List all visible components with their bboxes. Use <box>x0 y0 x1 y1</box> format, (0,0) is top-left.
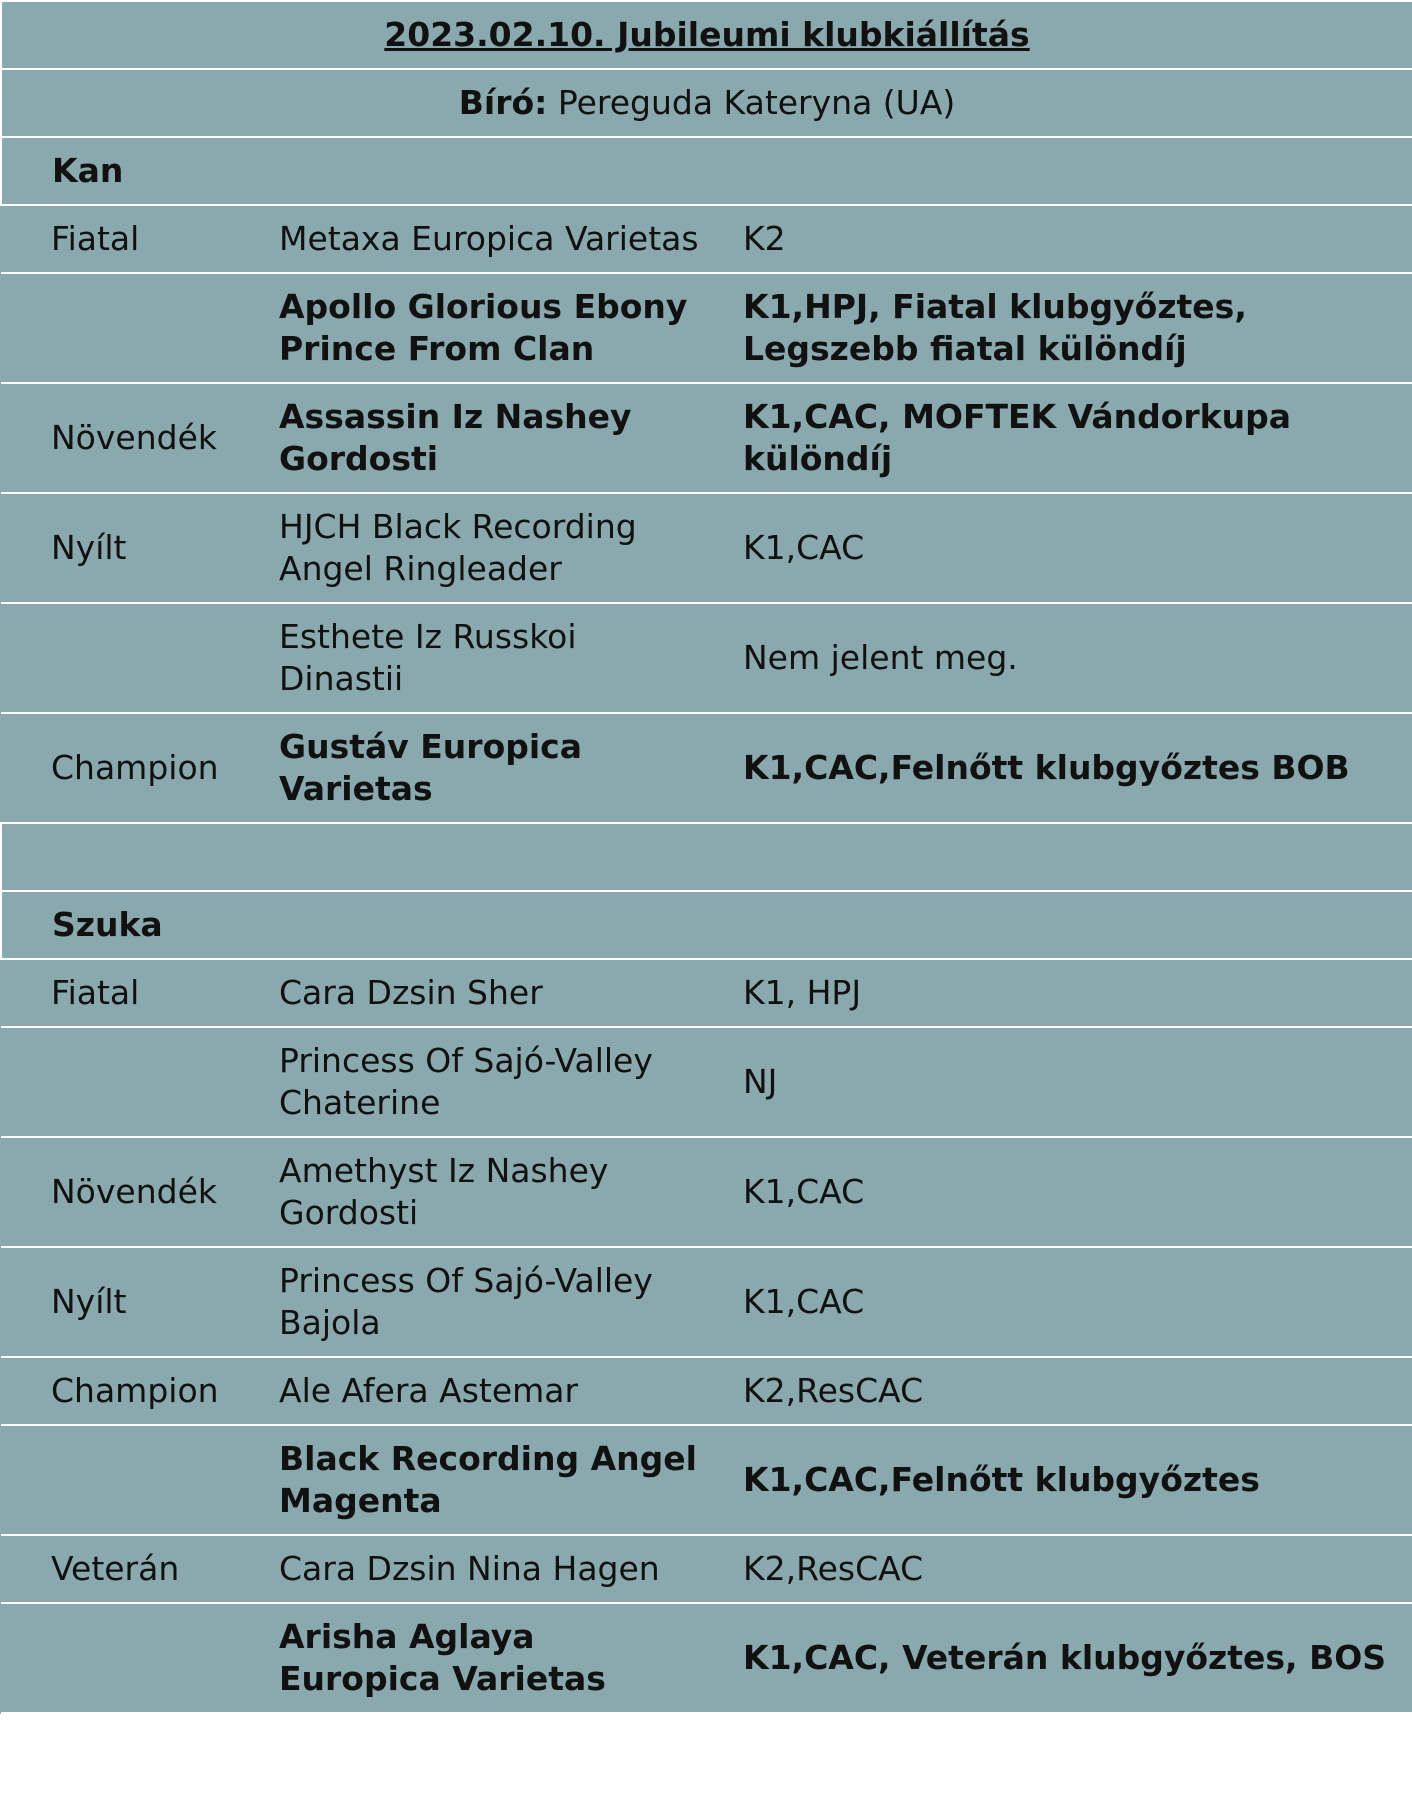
result-cell: K1,CAC <box>727 1137 1412 1247</box>
result-cell: Nem jelent meg. <box>727 603 1412 713</box>
table-row <box>1 1357 1412 1425</box>
result-cell: K1,HPJ, Fiatal klubgyőztes, Legszebb fiatal különdíj <box>727 273 1412 383</box>
table-row <box>1 1247 1412 1357</box>
class-cell <box>1 603 261 713</box>
table-row <box>1 1603 1412 1713</box>
title-row <box>1 1 1412 69</box>
result-cell: K1,CAC, MOFTEK Vándorkupa különdíj <box>727 383 1412 493</box>
result-cell: K1,CAC <box>727 1247 1412 1357</box>
show-title: 2023.02.10. Jubileumi klubkiállítás <box>384 15 1030 54</box>
table-row <box>1 273 1412 383</box>
dog-name-cell: Arisha Aglaya Europica Varietas <box>261 1603 727 1713</box>
class-cell: Veterán <box>1 1535 261 1603</box>
result-cell: K1, HPJ <box>727 959 1412 1027</box>
class-cell: Nyílt <box>1 1247 261 1357</box>
class-cell <box>1 1027 261 1137</box>
result-cell: NJ <box>727 1027 1412 1137</box>
judge-label: Bíró: <box>458 83 548 122</box>
dog-name-cell: Gustáv Europica Varietas <box>261 713 727 823</box>
judge-row <box>1 69 1412 137</box>
class-cell: Fiatal <box>1 205 261 273</box>
result-cell: K1,CAC <box>727 493 1412 603</box>
dog-name-cell: Apollo Glorious Ebony Prince From Clan <box>261 273 727 383</box>
result-cell: K2 <box>727 205 1412 273</box>
class-cell <box>1 1603 261 1713</box>
class-cell: Fiatal <box>1 959 261 1027</box>
table-row <box>1 603 1412 713</box>
dog-name-cell: Amethyst Iz Nashey Gordosti <box>261 1137 727 1247</box>
dog-name-cell: Ale Afera Astemar <box>261 1357 727 1425</box>
table-row <box>1 383 1412 493</box>
class-cell: Champion <box>1 1357 261 1425</box>
dog-name-cell: Metaxa Europica Varietas <box>261 205 727 273</box>
result-cell: K1,CAC, Veterán klubgyőztes, BOS <box>727 1603 1412 1713</box>
class-cell: Növendék <box>1 383 261 493</box>
dog-name-cell: Princess Of Sajó-Valley Chaterine <box>261 1027 727 1137</box>
spacer-row <box>1 823 1412 891</box>
table-row <box>1 493 1412 603</box>
class-cell <box>1 273 261 383</box>
table-row <box>1 1137 1412 1247</box>
show-title-cell <box>1 1 1412 69</box>
table-row <box>1 205 1412 273</box>
dog-name-cell: Assassin Iz Nashey Gordosti <box>261 383 727 493</box>
result-cell: K1,CAC,Felnőtt klubgyőztes <box>727 1425 1412 1535</box>
dog-name-cell: Cara Dzsin Nina Hagen <box>261 1535 727 1603</box>
table-row <box>1 1027 1412 1137</box>
spacer-cell <box>1 823 1412 891</box>
result-cell: K1,CAC,Felnőtt klubgyőztes BOB <box>727 713 1412 823</box>
table-row <box>1 1425 1412 1535</box>
section-row-kan <box>1 137 1412 205</box>
dog-name-cell: Esthete Iz Russkoi Dinastii <box>261 603 727 713</box>
class-cell: Champion <box>1 713 261 823</box>
section-row-szuka <box>1 891 1412 959</box>
dog-name-cell: HJCH Black Recording Angel Ringleader <box>261 493 727 603</box>
section-heading-kan: Kan <box>1 137 1412 205</box>
section-heading-szuka: Szuka <box>1 891 1412 959</box>
result-cell: K2,ResCAC <box>727 1357 1412 1425</box>
results-body <box>1 1 1412 1713</box>
table-row <box>1 1535 1412 1603</box>
judge-name: Pereguda Kateryna (UA) <box>557 83 956 122</box>
table-row <box>1 959 1412 1027</box>
class-cell: Nyílt <box>1 493 261 603</box>
dog-name-cell: Princess Of Sajó-Valley Bajola <box>261 1247 727 1357</box>
result-cell: K2,ResCAC <box>727 1535 1412 1603</box>
judge-cell <box>1 69 1412 137</box>
dog-name-cell: Black Recording Angel Magenta <box>261 1425 727 1535</box>
class-cell <box>1 1425 261 1535</box>
table-row <box>1 713 1412 823</box>
dog-name-cell: Cara Dzsin Sher <box>261 959 727 1027</box>
class-cell: Növendék <box>1 1137 261 1247</box>
